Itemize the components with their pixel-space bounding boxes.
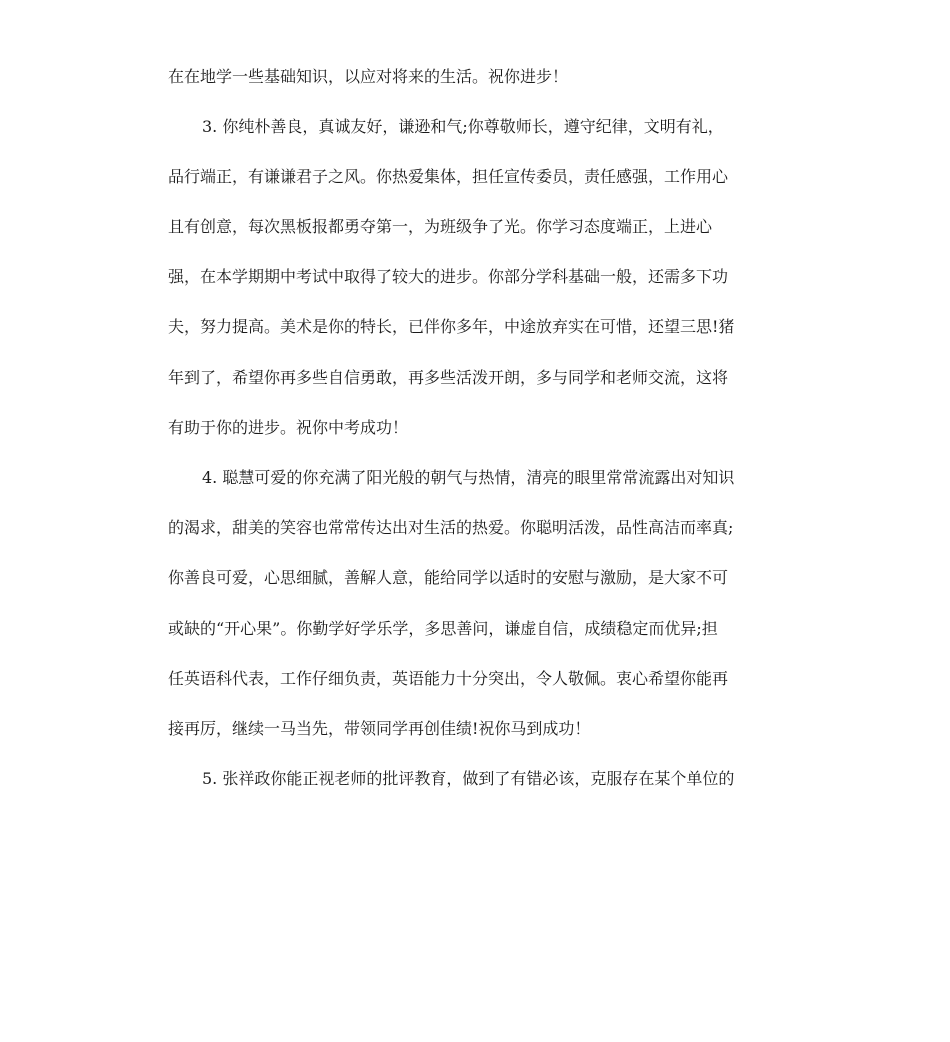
text-line: 夫，努力提高。美术是你的特长，已伴你多年，中途放弃实在可惜，还望三思!猪 — [168, 317, 735, 336]
text-line: 接再厉，继续一马当先，带领同学再创佳绩!祝你马到成功！ — [168, 719, 591, 738]
text-line: 有助于你的进步。祝你中考成功！ — [168, 418, 409, 437]
text-line: 品行端正，有谦谦君子之风。你热爱集体，担任宣传委员，责任感强，工作用心 — [168, 167, 729, 186]
text-line: 在在地学一些基础知识，以应对将来的生活。祝你进步！ — [168, 67, 569, 86]
text-line: 或缺的“开心果”。你勤学好学乐学，多思善问，谦虚自信，成绩稳定而优异;担 — [168, 619, 718, 638]
text-line: 4. 聪慧可爱的你充满了阳光般的朝气与热情，清亮的眼里常常流露出对知识 — [202, 468, 735, 487]
text-line: 强，在本学期期中考试中取得了较大的进步。你部分学科基础一般，还需多下功 — [168, 267, 729, 286]
text-line: 的渴求，甜美的笑容也常常传达出对生活的热爱。你聪明活泼，品性高洁而率真; — [168, 518, 734, 537]
text-line: 任英语科代表，工作仔细负责，英语能力十分突出，令人敬佩。衷心希望你能再 — [168, 669, 729, 688]
text-line: 5. 张祥政你能正视老师的批评教育，做到了有错必该，克服存在某个单位的 — [202, 769, 735, 788]
text-line: 3. 你纯朴善良，真诚友好，谦逊和气;你尊敬师长，遵守纪律，文明有礼， — [202, 117, 724, 136]
text-line: 年到了，希望你再多些自信勇敢，再多些活泼开朗，多与同学和老师交流，这将 — [168, 368, 729, 387]
text-line: 且有创意，每次黑板报都勇夺第一，为班级争了光。你学习态度端正，上进心 — [168, 217, 713, 236]
text-line: 你善良可爱，心思细腻，善解人意，能给同学以适时的安慰与激励，是大家不可 — [168, 568, 729, 587]
